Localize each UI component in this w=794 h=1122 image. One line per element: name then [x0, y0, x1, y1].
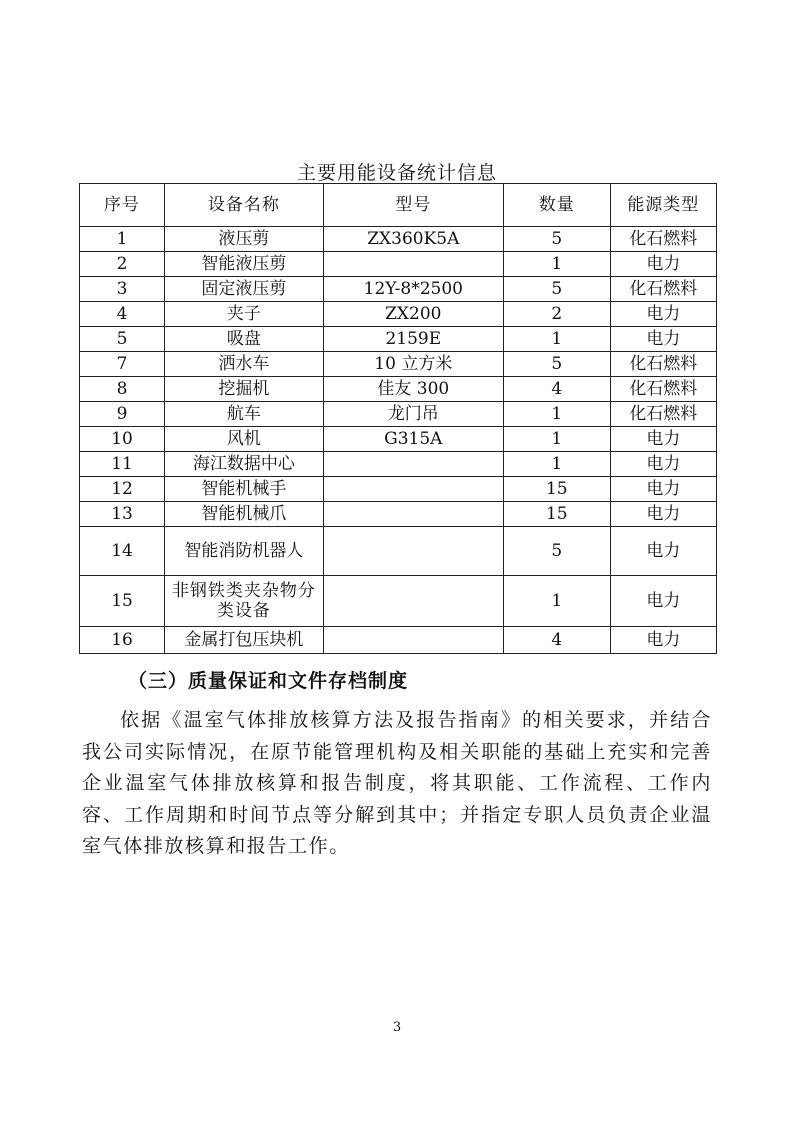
table-row [80, 302, 717, 327]
table-row [80, 452, 717, 477]
table-row [80, 227, 717, 252]
cell-energy-type: 电力 [610, 252, 716, 277]
table-row [80, 402, 717, 427]
cell-quantity: 15 [503, 477, 610, 502]
cell-model [323, 527, 503, 576]
cell-name: 航车 [165, 402, 324, 427]
cell-seq: 15 [80, 576, 165, 627]
cell-seq: 1 [80, 227, 165, 252]
cell-energy-type: 电力 [610, 527, 716, 576]
cell-energy-type: 电力 [610, 327, 716, 352]
cell-quantity: 2 [503, 302, 610, 327]
cell-seq: 12 [80, 477, 165, 502]
cell-model [323, 477, 503, 502]
table-row [80, 627, 717, 654]
cell-name: 金属打包压块机 [165, 627, 324, 654]
cell-energy-type: 化石燃料 [610, 227, 716, 252]
cell-name: 智能机械爪 [165, 502, 324, 527]
table-row [80, 277, 717, 302]
section-heading: （三）质量保证和文件存档制度 [128, 670, 409, 692]
cell-quantity: 1 [503, 252, 610, 277]
table-row [80, 502, 717, 527]
table-row [80, 377, 717, 402]
cell-model: 12Y-8*2500 [323, 277, 503, 302]
table-row [80, 427, 717, 452]
header-equipment-name: 设备名称 [165, 184, 324, 227]
cell-name: 智能机械手 [165, 477, 324, 502]
cell-model: 龙门吊 [323, 402, 503, 427]
cell-quantity: 5 [503, 352, 610, 377]
cell-name: 夹子 [165, 302, 324, 327]
cell-quantity: 1 [503, 327, 610, 352]
cell-seq: 2 [80, 252, 165, 277]
cell-model [323, 576, 503, 627]
cell-seq: 4 [80, 302, 165, 327]
cell-energy-type: 化石燃料 [610, 352, 716, 377]
cell-model [323, 252, 503, 277]
cell-energy-type: 电力 [610, 302, 716, 327]
cell-seq: 16 [80, 627, 165, 654]
cell-seq: 8 [80, 377, 165, 402]
cell-name: 非钢铁类夹杂物分类设备 [165, 576, 324, 627]
cell-name: 固定液压剪 [165, 277, 324, 302]
cell-quantity: 1 [503, 402, 610, 427]
cell-energy-type: 化石燃料 [610, 377, 716, 402]
table-row [80, 252, 717, 277]
header-seq: 序号 [80, 184, 165, 227]
cell-energy-type: 电力 [610, 502, 716, 527]
cell-quantity: 4 [503, 627, 610, 654]
cell-energy-type: 电力 [610, 427, 716, 452]
cell-energy-type: 电力 [610, 477, 716, 502]
cell-model: ZX200 [323, 302, 503, 327]
cell-seq: 3 [80, 277, 165, 302]
table-row [80, 327, 717, 352]
cell-model: 10 立方米 [323, 352, 503, 377]
cell-quantity: 4 [503, 377, 610, 402]
cell-quantity: 1 [503, 452, 610, 477]
cell-model: G315A [323, 427, 503, 452]
cell-energy-type: 电力 [610, 627, 716, 654]
cell-energy-type: 电力 [610, 452, 716, 477]
cell-model [323, 502, 503, 527]
cell-seq: 11 [80, 452, 165, 477]
cell-energy-type: 化石燃料 [610, 402, 716, 427]
cell-quantity: 5 [503, 527, 610, 576]
cell-seq: 9 [80, 402, 165, 427]
header-quantity: 数量 [503, 184, 610, 227]
table-row [80, 576, 717, 627]
cell-seq: 7 [80, 352, 165, 377]
cell-name: 海江数据中心 [165, 452, 324, 477]
equipment-table [79, 183, 717, 654]
cell-name: 智能液压剪 [165, 252, 324, 277]
header-model: 型号 [323, 184, 503, 227]
page-number: 3 [392, 1020, 402, 1035]
cell-model [323, 452, 503, 477]
body-paragraph: 依据《温室气体排放核算方法及报告指南》的相关要求，并结合我公司实际情况，在原节能管理机构及相关职能的基础上充实和完善企业温室气体排放核算和报告制度，将其职能、工作流程、工作内容、工作周期和时间节点等分解到其中；并指定专职人员负责企业温室气体排放核算和报告工作。 [82, 709, 712, 857]
cell-quantity: 1 [503, 427, 610, 452]
cell-name: 吸盘 [165, 327, 324, 352]
cell-quantity: 15 [503, 502, 610, 527]
cell-model: 佳友 300 [323, 377, 503, 402]
table-row [80, 352, 717, 377]
cell-seq: 5 [80, 327, 165, 352]
cell-seq: 10 [80, 427, 165, 452]
cell-energy-type: 化石燃料 [610, 277, 716, 302]
cell-quantity: 5 [503, 277, 610, 302]
cell-name: 风机 [165, 427, 324, 452]
cell-name: 液压剪 [165, 227, 324, 252]
cell-name: 洒水车 [165, 352, 324, 377]
cell-quantity: 5 [503, 227, 610, 252]
cell-model [323, 627, 503, 654]
cell-name: 智能消防机器人 [165, 527, 324, 576]
table-header-row [80, 184, 717, 227]
table-row [80, 477, 717, 502]
table-title: 主要用能设备统计信息 [296, 162, 497, 184]
cell-name: 挖掘机 [165, 377, 324, 402]
cell-seq: 14 [80, 527, 165, 576]
table-row [80, 527, 717, 576]
cell-seq: 13 [80, 502, 165, 527]
header-energy-type: 能源类型 [610, 184, 716, 227]
cell-energy-type: 电力 [610, 576, 716, 627]
cell-model: ZX360K5A [323, 227, 503, 252]
cell-model: 2159E [323, 327, 503, 352]
cell-quantity: 1 [503, 576, 610, 627]
